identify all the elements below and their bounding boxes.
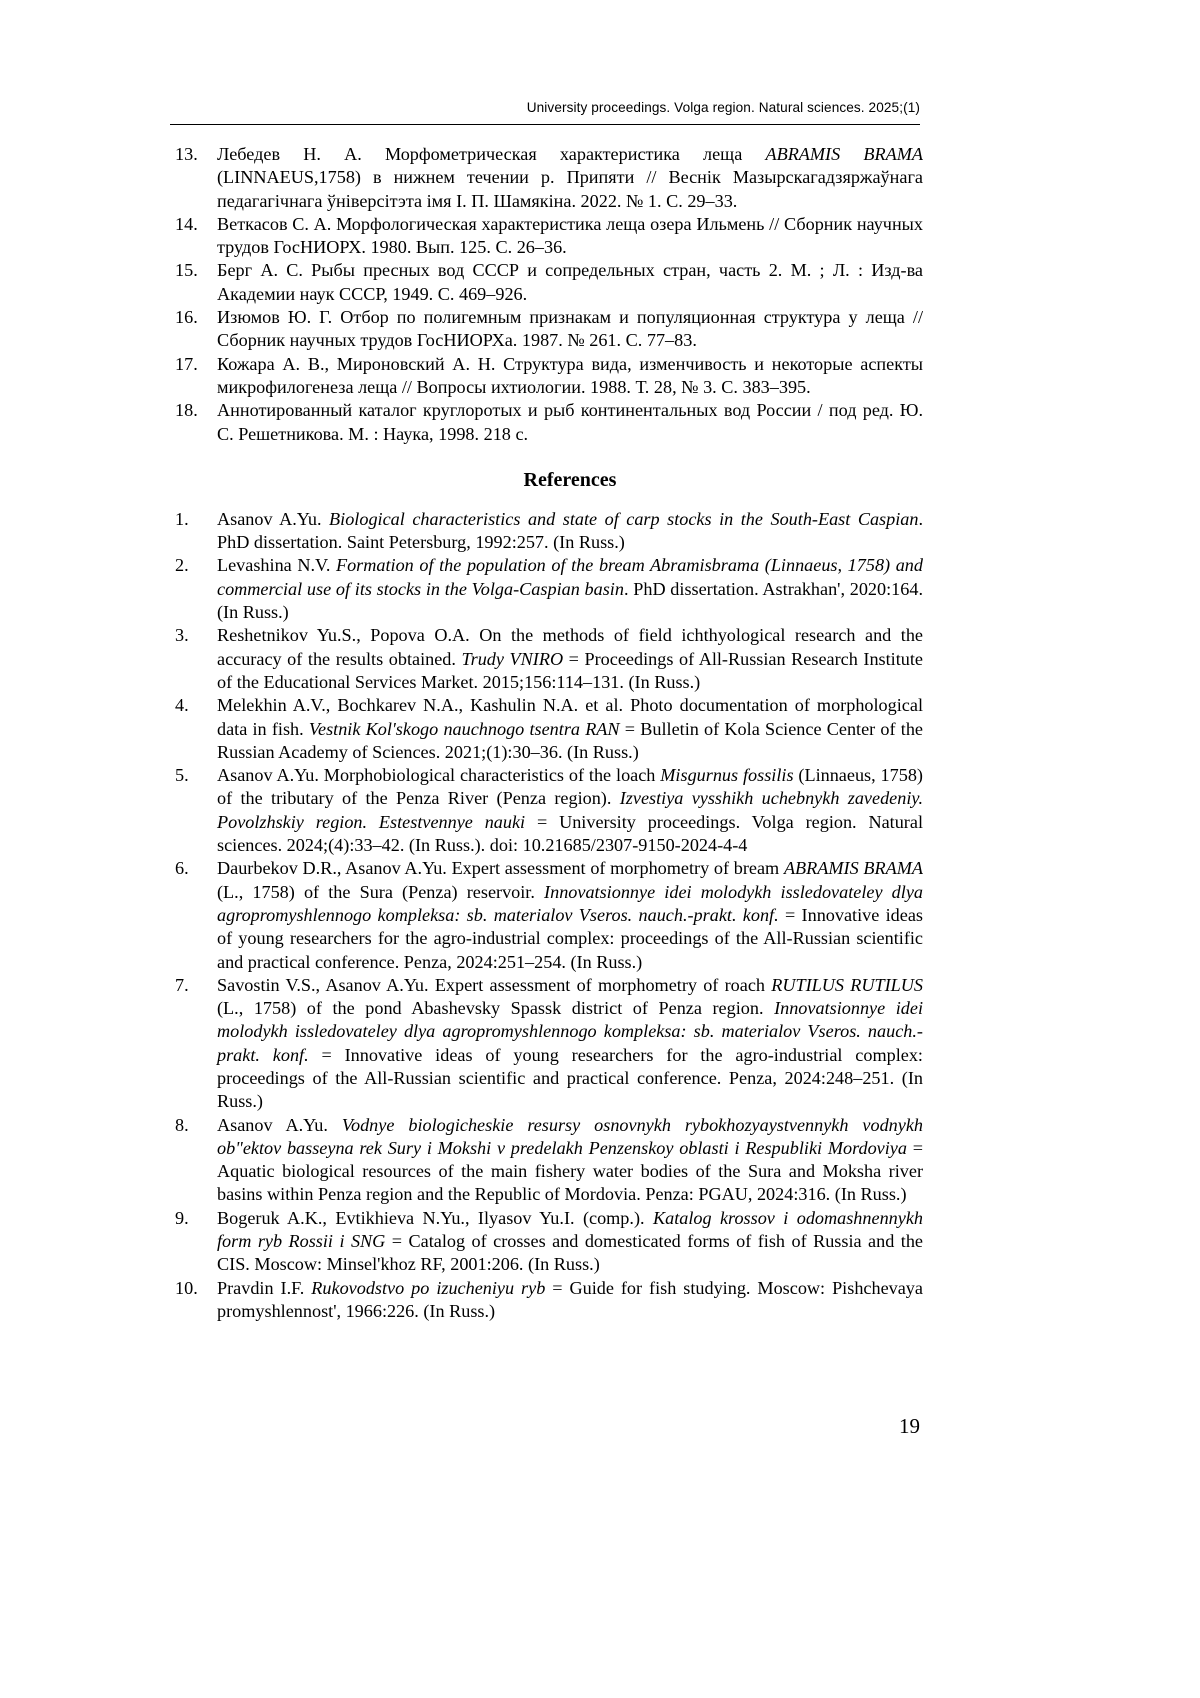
reference-text: = Catalog of crosses and domesticated forms of fish of Russia and the CIS. Moscow: Minsel'khoz RF, 2001:206. (In Russ.) xyxy=(217,1231,923,1274)
reference-number: 2. xyxy=(175,554,189,577)
reference-italic-text: Misgurnus fossilis xyxy=(660,765,793,785)
reference-text: Reshetnikov Yu.S., Popova O.A. On the methods of field ichthyological research and the accuracy of the results obtained. xyxy=(217,625,923,668)
reference-italic-text: Vestnik Kol'skogo nauchnogo tsentra RAN xyxy=(309,719,620,739)
reference-item xyxy=(175,554,923,624)
reference-number: 7. xyxy=(175,974,189,997)
reference-text: Веткасов С. А. Морфологическая характеристика леща озера Ильмень // Сборник научных трудов ГосНИОРХ. 1980. Вып. 125. С. 26–36. xyxy=(217,214,923,257)
reference-item xyxy=(175,624,923,694)
reference-text: (Linnaeus, 1758) of the tributary of the Penza River (Penza region). xyxy=(217,765,923,808)
reference-text: . PhD dissertation. Astrakhan', 2020:164. (In Russ.) xyxy=(217,579,923,622)
reference-italic-text: Biological characteristics and state of carp stocks in the South-East Caspian xyxy=(329,509,918,529)
reference-italic-text: Formation of the population of the bream Abramisbrama (Linnaeus, 1758) and commercial use of its stocks in the Volga-Caspian basin xyxy=(217,555,923,598)
running-head: University proceedings. Volga region. Natural sciences. 2025;(1) xyxy=(170,100,920,115)
reference-item xyxy=(175,399,923,446)
reference-number: 16. xyxy=(175,306,198,329)
reference-number: 10. xyxy=(175,1277,198,1300)
page-number: 19 xyxy=(880,1414,920,1439)
reference-item xyxy=(175,143,923,213)
reference-italic-text: Katalog krossov i odomashnennykh form ryb Rossii i SNG xyxy=(217,1208,923,1251)
reference-text: = Guide for fish studying. Moscow: Pishchevaya promyshlennost', 1966:226. (In Russ.) xyxy=(217,1278,923,1321)
reference-item xyxy=(175,764,923,857)
reference-number: 14. xyxy=(175,213,198,236)
reference-text: = Aquatic biological resources of the main fishery water bodies of the Sura and Moksha river basins within Penza region and the Republic of Mordovia. Penza: PGAU, 2024:316. (In Russ.) xyxy=(217,1138,923,1205)
reference-italic-text: Izvestiya vysshikh uchebnykh zavedeniy. Povolzhskiy region. Estestvennye nauki xyxy=(217,788,923,831)
reference-number: 5. xyxy=(175,764,189,787)
reference-item xyxy=(175,306,923,353)
reference-text: Daurbekov D.R., Asanov A.Yu. Expert assessment of morphometry of bream xyxy=(217,858,784,878)
reference-text: Кожара А. В., Мироновский А. Н. Структура вида, изменчивость и некоторые аспекты микрофилогенеза леща // Вопросы ихтиологии. 1988. Т. 28, № 3. С. 383–395. xyxy=(217,354,923,397)
reference-number: 1. xyxy=(175,508,189,531)
journal-page xyxy=(0,0,1200,1698)
reference-text: Melekhin A.V., Bochkarev N.A., Kashulin N.A. et al. Photo documentation of morphological data in fish. xyxy=(217,695,923,738)
reference-text: = University proceedings. Volga region. Natural sciences. 2024;(4):33–42. (In Russ.). doi: 10.21685/2307-9150-2024-4-4 xyxy=(217,812,923,855)
reference-item xyxy=(175,857,923,973)
reference-text: Levashina N.V. xyxy=(217,555,336,575)
reference-text: Asanov A.Yu. xyxy=(217,509,329,529)
reference-text: (LINNAEUS,1758) в нижнем течении р. Припяти // Веснік Мазырскагадзяржаўнага педагагічнага ўніверсітэта імя І. П. Шамякіна. 2022. № 1. С. 29–33. xyxy=(217,167,923,210)
reference-text: Берг А. С. Рыбы пресных вод СССР и сопредельных стран, часть 2. М. ; Л. : Изд-ва Академии наук СССР, 1949. С. 469–926. xyxy=(217,260,923,303)
english-reference-list xyxy=(175,508,923,1323)
reference-text: = Innovative ideas of young researchers for the agro-industrial complex: proceedings of the All-Russian scientific and practical conference. Penza, 2024:251–254. (In Russ.) xyxy=(217,905,923,972)
reference-item xyxy=(175,508,923,555)
reference-number: 18. xyxy=(175,399,198,422)
reference-text: (L., 1758) of the Sura (Penza) reservoir. xyxy=(217,882,544,902)
reference-number: 9. xyxy=(175,1207,189,1230)
reference-item xyxy=(175,1207,923,1277)
reference-italic-text: ABRAMIS BRAMA xyxy=(784,858,923,878)
reference-italic-text: Rukovodstvo po izucheniyu ryb xyxy=(311,1278,545,1298)
reference-number: 15. xyxy=(175,259,198,282)
reference-text: Asanov A.Yu. Morphobiological characteristics of the loach xyxy=(217,765,660,785)
reference-text: = Bulletin of Kola Science Center of the Russian Academy of Sciences. 2021;(1):30–36. (In Russ.) xyxy=(217,719,923,762)
reference-text: = Innovative ideas of young researchers for the agro-industrial complex: proceedings of the All-Russian scientific and practical conference. Penza, 2024:248–251. (In Russ.) xyxy=(217,1045,923,1112)
reference-item xyxy=(175,353,923,400)
reference-italic-text: ABRAMIS BRAMA xyxy=(765,144,923,164)
reference-item xyxy=(175,694,923,764)
reference-text: Pravdin I.F. xyxy=(217,1278,311,1298)
reference-item xyxy=(175,1277,923,1324)
reference-italic-text: Innovatsionnye idei molodykh issledovateley dlya agropromyshlennogo kompleksa: sb. materialov Vseros. nauch.-prakt. konf. xyxy=(217,998,923,1065)
reference-text: (L., 1758) of the pond Abashevsky Spassk district of Penza region. xyxy=(217,998,774,1018)
reference-number: 3. xyxy=(175,624,189,647)
reference-text: Лебедев Н. А. Морфометрическая характеристика леща xyxy=(217,144,765,164)
reference-italic-text: RUTILUS RUTILUS xyxy=(771,975,923,995)
reference-text: Изюмов Ю. Г. Отбор по полигемным признакам и популяционная структура у леща // Сборник научных трудов ГосНИОРХа. 1987. № 261. С. 77–83. xyxy=(217,307,923,350)
references-heading: References xyxy=(175,469,923,492)
reference-italic-text: Vodnye biologicheskie resursy osnovnykh rybokhozyaystvennykh vodnykh ob"ektov basseyna rek Sury i Mokshi v predelakh Penzenskoy oblasti i Respubliki Mordoviya xyxy=(217,1115,923,1158)
reference-number: 13. xyxy=(175,143,198,166)
reference-text: Savostin V.S., Asanov A.Yu. Expert assessment of morphometry of roach xyxy=(217,975,771,995)
header-rule xyxy=(170,124,920,125)
reference-text: Bogeruk A.K., Evtikhieva N.Yu., Ilyasov Yu.I. (comp.). xyxy=(217,1208,653,1228)
reference-number: 4. xyxy=(175,694,189,717)
reference-text: Аннотированный каталог круглоротых и рыб континентальных вод России / под ред. Ю. С. Решетникова. М. : Наука, 1998. 218 с. xyxy=(217,400,923,443)
russian-reference-list xyxy=(175,143,923,446)
reference-text: Asanov A.Yu. xyxy=(217,1115,342,1135)
reference-text: . PhD dissertation. Saint Petersburg, 1992:257. (In Russ.) xyxy=(217,509,923,552)
reference-number: 17. xyxy=(175,353,198,376)
reference-number: 8. xyxy=(175,1114,189,1137)
reference-italic-text: Trudy VNIRO xyxy=(462,649,564,669)
reference-text: = Proceedings of All-Russian Research Institute of the Educational Services Market. 2015;156:114–131. (In Russ.) xyxy=(217,649,923,692)
reference-item xyxy=(175,213,923,260)
reference-item xyxy=(175,1114,923,1207)
reference-number: 6. xyxy=(175,857,189,880)
reference-content xyxy=(175,143,923,1323)
reference-item xyxy=(175,259,923,306)
reference-item xyxy=(175,974,923,1114)
reference-italic-text: Innovatsionnye idei molodykh issledovateley dlya agropromyshlennogo kompleksa: sb. materialov Vseros. nauch.-prakt. konf. xyxy=(217,882,923,925)
